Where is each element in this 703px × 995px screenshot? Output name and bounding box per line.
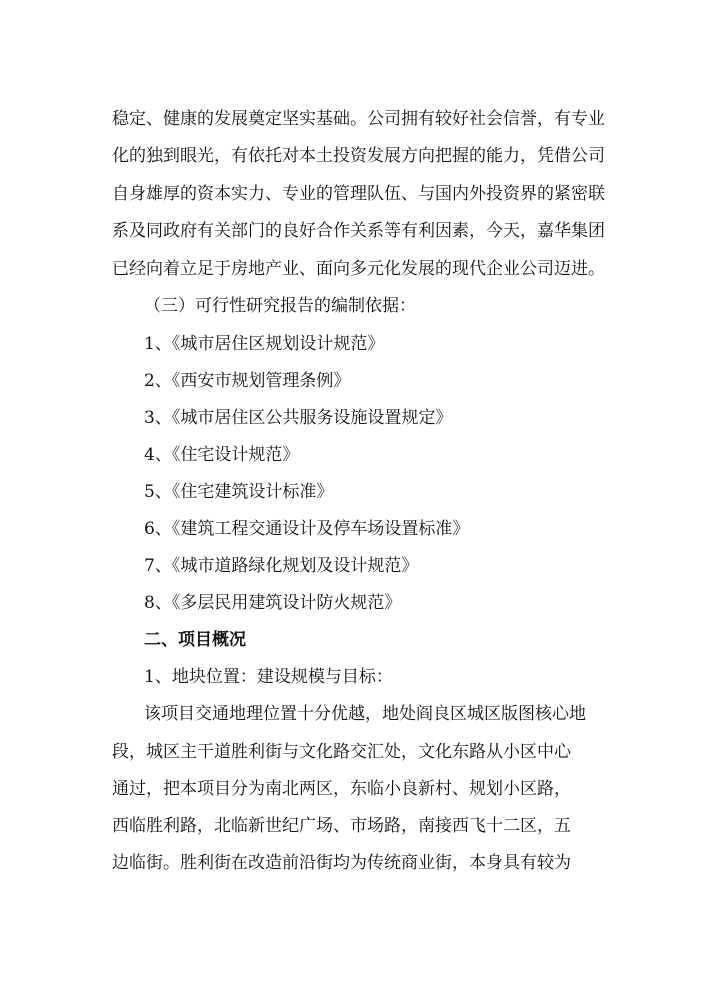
basis-list-item: 8、《多层民用建筑设计防火规范》 — [144, 593, 402, 613]
section-heading-overview: 二、项目概况 — [144, 630, 246, 650]
basis-list-item: 2、《西安市规划管理条例》 — [144, 371, 351, 391]
basis-list-item: 6、《建筑工程交通设计及停车场设置标准》 — [144, 519, 470, 539]
paragraph-line: 段，城区主干道胜利街与文化路交汇处，文化东路从小区中心 — [112, 742, 571, 762]
basis-list-item: 4、《住宅设计规范》 — [144, 445, 300, 465]
paragraph-line: 稳定、健康的发展奠定坚实基础。公司拥有较好社会信誉，有专业 — [112, 109, 605, 129]
paragraph-line: 已经向着立足于房地产业、面向多元化发展的现代企业公司迈进。 — [112, 259, 605, 279]
paragraph-line: 通过，把本项目分为南北两区，东临小良新村、规划小区路， — [112, 779, 571, 799]
paragraph-line: 该项目交通地理位置十分优越，地处阎良区城区版图核心地 — [144, 704, 586, 724]
basis-list-item: 7、《城市道路绿化规划及设计规范》 — [144, 556, 419, 576]
basis-list-item: 1、《城市居住区规划设计规范》 — [144, 334, 385, 354]
subsection-heading-location: 1、地块位置：建设规模与目标： — [144, 667, 393, 687]
basis-list-item: 5、《住宅建筑设计标准》 — [144, 482, 334, 502]
paragraph-line: 边临街。胜利街在改造前沿街均为传统商业街，本身具有较为 — [112, 853, 571, 873]
paragraph-line: 西临胜利路，北临新世纪广场、市场路，南接西飞十二区，五 — [112, 816, 571, 836]
paragraph-line: 系及同政府有关部门的良好合作关系等有利因素，今天，嘉华集团 — [112, 221, 605, 241]
paragraph-line: 自身雄厚的资本实力、专业的管理队伍、与国内外投资界的紧密联 — [112, 184, 605, 204]
basis-list-item: 3、《城市居住区公共服务设施设置规定》 — [144, 408, 453, 428]
section-heading-basis: （三）可行性研究报告的编制依据： — [144, 296, 416, 316]
paragraph-line: 化的独到眼光，有依托对本土投资发展方向把握的能力，凭借公司 — [112, 146, 605, 166]
